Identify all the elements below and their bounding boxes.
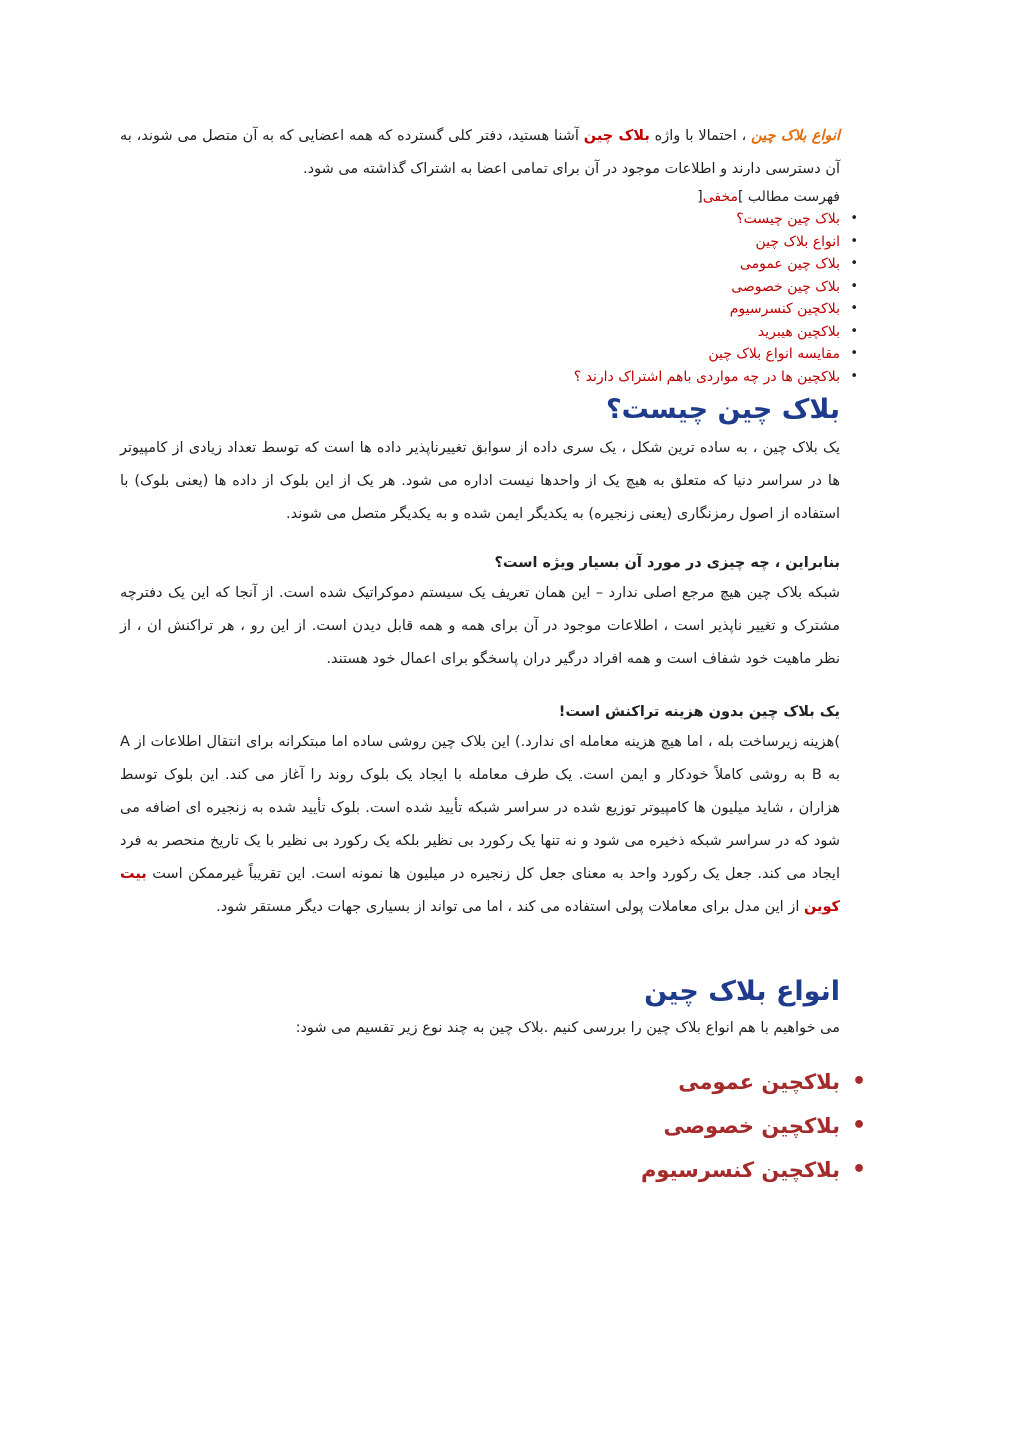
paragraph-3-text-b: از این مدل برای معاملات پولی استفاده می کند ، اما می تواند از بسیاری جهات دیگر مستقر شود. <box>216 899 800 915</box>
types-intro: می خواهیم با هم انواع بلاک چین را بررسی کنیم .بلاک چین به چند نوع زیر تقسیم می شود: <box>295 1020 840 1036</box>
toc-item[interactable]: • مقایسه انواع بلاک چین <box>120 343 840 366</box>
subheading-special: بنابراین ، چه چیزی در مورد آن بسیار ویژه است؟ <box>494 555 840 571</box>
document-page <box>120 120 840 1192</box>
bitcoin-link[interactable]: بیت کوین <box>120 866 840 915</box>
types-list-item: • بلاکچین عمومی <box>120 1060 840 1104</box>
section1-paragraph-1: یک بلاک چین ، به ساده ترین شکل ، یک سری داده از سوابق تغییرناپذیر داده ها است که توسط تعداد زیادی از کامپیوتر ها در سراسر دنیا که متعلق به هیچ یک از واحدها نیست اداره می شود. هر یک از این بلوک از داده ها (یعنی بلوک) با استفاده از اصول رمزنگاری (یعنی زنجیره) به یکدیگر ایمن شده و به یکدیگر متصل می شوند. <box>120 440 840 522</box>
toc-item[interactable]: • بلاک چین خصوصی <box>120 276 840 299</box>
toc-bracket: [ <box>697 189 703 205</box>
toc-item[interactable]: • انواع بلاک چین <box>120 231 840 254</box>
subheading-no-fee: یک بلاک چین بدون هزینه تراکنش است! <box>558 704 840 720</box>
section-title-what-is: بلاک چین چیست؟ <box>605 394 840 425</box>
intro-paragraph <box>120 120 840 186</box>
intro-text-1: ، احتمالا با واژه <box>654 128 747 144</box>
types-list-item: • بلاکچین خصوصی <box>120 1104 840 1148</box>
intro-keyword-blockchain[interactable]: بلاک چین <box>583 128 650 144</box>
section1-paragraph-3 <box>120 726 840 924</box>
toc-item[interactable]: • بلاکچین ها در چه مواردی باهم اشتراک دارند ؟ <box>120 366 840 389</box>
intro-keyword-link[interactable]: انواع بلاک چین <box>751 128 841 144</box>
section-title-types: انواع بلاک چین <box>644 976 840 1007</box>
toc-item[interactable]: • بلاکچین کنسرسیوم <box>120 298 840 321</box>
toc-item[interactable]: • بلاک چین چیست؟ <box>120 208 840 231</box>
paragraph-3-text-a: )هزینه زیرساخت بله ، اما هیچ هزینه معامله ای ندارد.) این بلاک چین روشی ساده اما مبتکرانه برای انتقال اطلاعات از A به B به روشی کاملاً خودکار و ایمن است. یک طرف معامله با ایجاد یک بلوک روند را آغاز می کند. این بلوک توسط هزاران ، شاید میلیون ها کامپیوتر توزیع شده در سراسر شبکه تأیید شده است. بلوک تأیید شده به زنجیره ای اضافه می شود که در سراسر شبکه ذخیره می شود و نه تنها یک رکورد بی نظیر بلکه یک رکورد بی نظیر با یک تاریخ منحصر به فرد ایجاد می کند. جعل یک رکورد واحد به معنای جعل کل زنجیره در میلیون ها نمونه است. این تقریباً غیرممکن است <box>120 734 840 882</box>
toc-item[interactable]: • بلاک چین عمومی <box>120 253 840 276</box>
toc-toggle-link[interactable]: مخفی <box>702 189 739 205</box>
section1-paragraph-2: شبکه بلاک چین هیچ مرجع اصلی ندارد – این همان تعریف یک سیستم دموکراتیک شده است. از آنجا که این یک دفترچه مشترک و تغییر ناپذیر است ، اطلاعات موجود در آن برای همه و همه قابل دیدن است. از این رو ، هر تراکنش ان ، از نظر ماهیت خود شفاف است و همه افراد درگیر دران پاسخگو برای اعمال خود هستند. <box>120 585 840 667</box>
intro-text-2: آشنا هستید، دفتر کلی گسترده که همه اعضایی که به آن متصل می شوند، به آن دسترسی دارند و اطلاعات موجود در آن برای تمامی اعضا به اشتراک گذاشته می شود. <box>120 128 840 177</box>
toc-list <box>120 208 840 388</box>
toc-label: فهرست مطالب ] <box>738 189 840 205</box>
types-list-item: • بلاکچین کنسرسیوم <box>120 1148 840 1192</box>
toc-item[interactable]: • بلاکچین هیبرید <box>120 321 840 344</box>
toc-header <box>120 186 840 208</box>
types-list <box>120 1060 840 1192</box>
